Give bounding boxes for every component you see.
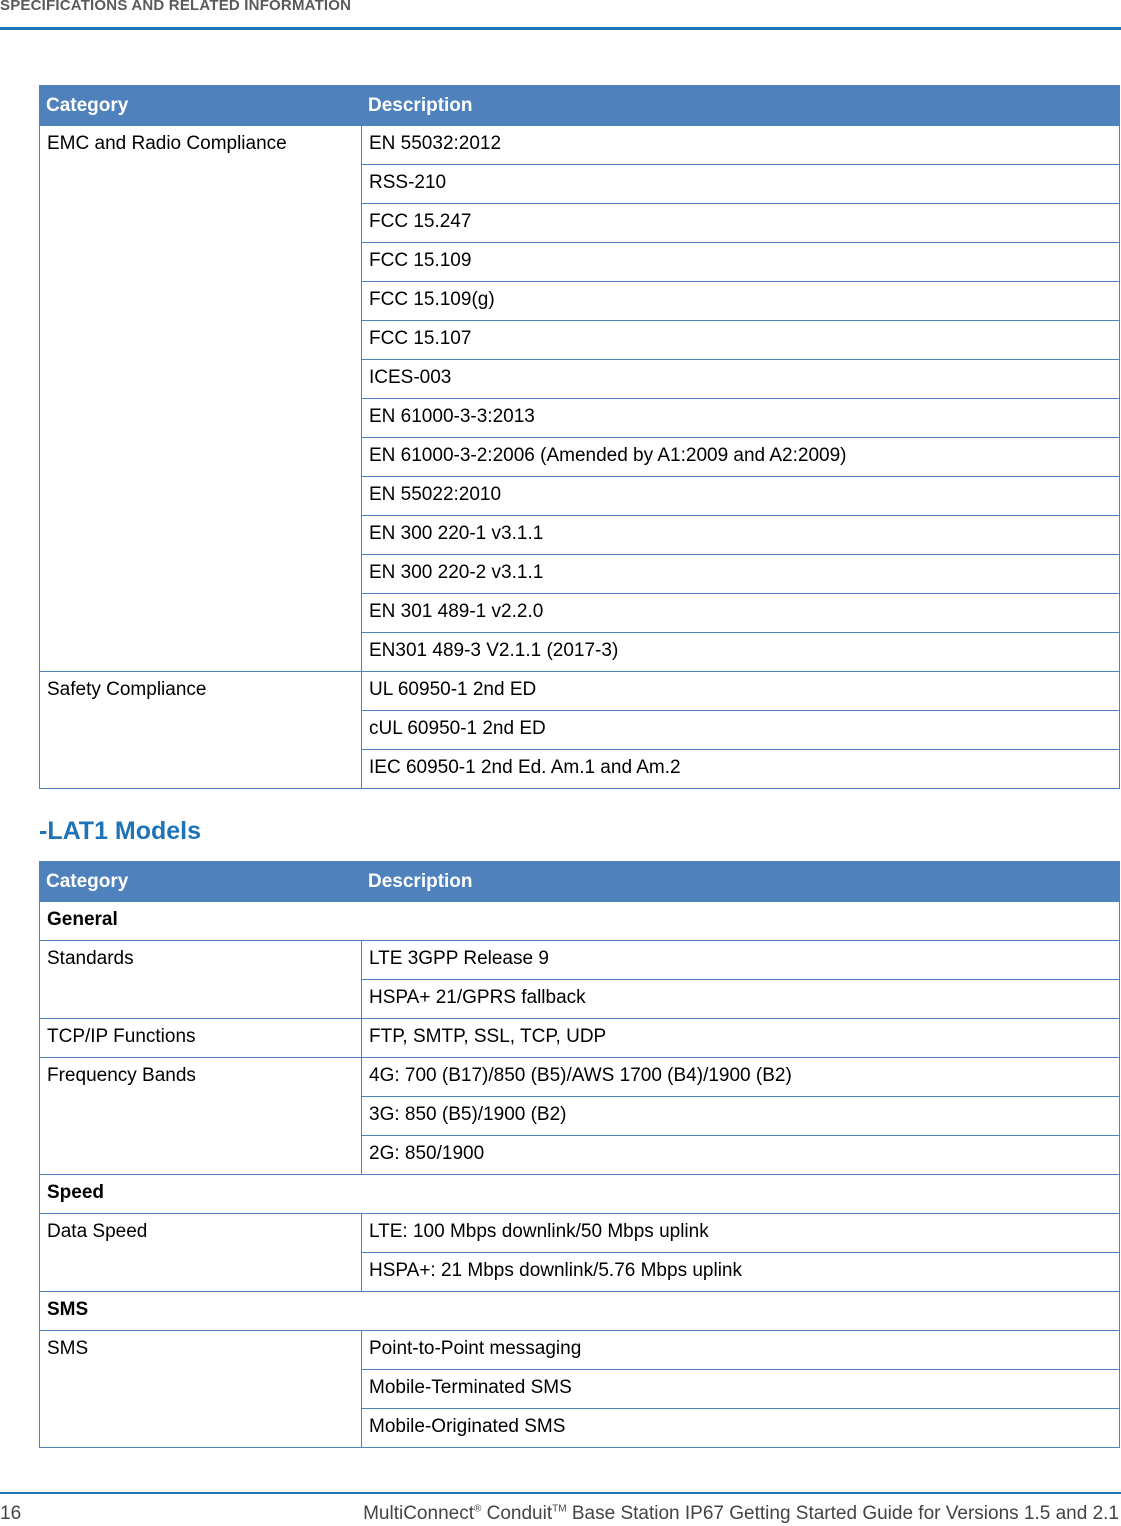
running-header: SPECIFICATIONS AND RELATED INFORMATION — [0, 0, 352, 14]
section-row — [40, 1175, 1120, 1214]
column-header-category: Category — [40, 86, 362, 126]
section-row — [40, 1292, 1120, 1331]
description-cell: EN 55032:2012 — [362, 126, 1120, 165]
trademark-mark: TM — [552, 1503, 567, 1515]
description-cell: Mobile-Terminated SMS — [362, 1370, 1120, 1409]
description-cell: LTE 3GPP Release 9 — [362, 941, 1120, 980]
footer-title-part3: Base Station IP67 Getting Started Guide for Versions 1.5 and 2.1 — [566, 1503, 1119, 1524]
description-cell: FCC 15.109(g) — [362, 282, 1120, 321]
description-cell: EN 61000-3-3:2013 — [362, 399, 1120, 438]
description-cell: FCC 15.107 — [362, 321, 1120, 360]
category-cell: Frequency Bands — [40, 1058, 362, 1175]
category-cell: Data Speed — [40, 1214, 362, 1292]
description-cell: LTE: 100 Mbps downlink/50 Mbps uplink — [362, 1214, 1120, 1253]
category-cell: Standards — [40, 941, 362, 1019]
description-cell: FCC 15.247 — [362, 204, 1120, 243]
description-cell: RSS-210 — [362, 165, 1120, 204]
table-row — [40, 941, 1120, 980]
section-title: General — [40, 902, 1120, 941]
description-cell: HSPA+: 21 Mbps downlink/5.76 Mbps uplink — [362, 1253, 1120, 1292]
footer-document-title — [363, 1503, 1119, 1525]
footer-rule — [0, 1492, 1121, 1494]
header-rule — [0, 27, 1121, 30]
table-row — [40, 1214, 1120, 1253]
column-header-category: Category — [40, 862, 362, 902]
category-cell: Safety Compliance — [40, 672, 362, 789]
description-cell: 2G: 850/1900 — [362, 1136, 1120, 1175]
description-cell: 4G: 700 (B17)/850 (B5)/AWS 1700 (B4)/1900 (B2) — [362, 1058, 1120, 1097]
table-header-row — [40, 862, 1120, 902]
footer-title-part2: Conduit — [481, 1503, 553, 1524]
section-row — [40, 902, 1120, 941]
description-cell: ICES-003 — [362, 360, 1120, 399]
table-header-row — [40, 86, 1120, 126]
description-cell: EN 300 220-2 v3.1.1 — [362, 555, 1120, 594]
table-row — [40, 1019, 1120, 1058]
table-row — [40, 1331, 1120, 1370]
description-cell: HSPA+ 21/GPRS fallback — [362, 980, 1120, 1019]
description-cell: Mobile-Originated SMS — [362, 1409, 1120, 1448]
description-cell: 3G: 850 (B5)/1900 (B2) — [362, 1097, 1120, 1136]
page-number: 16 — [0, 1503, 22, 1524]
description-cell: IEC 60950-1 2nd Ed. Am.1 and Am.2 — [362, 750, 1120, 789]
column-header-description: Description — [362, 862, 1120, 902]
lat1-models-table — [39, 861, 1120, 1448]
description-cell: EN 301 489-1 v2.2.0 — [362, 594, 1120, 633]
description-cell: FCC 15.109 — [362, 243, 1120, 282]
table-row — [40, 1058, 1120, 1097]
table-row — [40, 126, 1120, 165]
section-title: Speed — [40, 1175, 1120, 1214]
column-header-description: Description — [362, 86, 1120, 126]
description-cell: FTP, SMTP, SSL, TCP, UDP — [362, 1019, 1120, 1058]
description-cell: cUL 60950-1 2nd ED — [362, 711, 1120, 750]
section-heading: -LAT1 Models — [39, 817, 202, 845]
description-cell: EN 61000-3-2:2006 (Amended by A1:2009 and A2:2009) — [362, 438, 1120, 477]
description-cell: EN 300 220-1 v3.1.1 — [362, 516, 1120, 555]
registered-mark: ® — [473, 1503, 482, 1515]
table-row — [40, 672, 1120, 711]
category-cell: SMS — [40, 1331, 362, 1448]
footer-title-part1: MultiConnect — [363, 1503, 474, 1524]
category-cell: TCP/IP Functions — [40, 1019, 362, 1058]
description-cell: EN301 489-3 V2.1.1 (2017-3) — [362, 633, 1120, 672]
section-title: SMS — [40, 1292, 1120, 1331]
category-cell: EMC and Radio Compliance — [40, 126, 362, 672]
compliance-table — [39, 85, 1120, 789]
description-cell: Point-to-Point messaging — [362, 1331, 1120, 1370]
description-cell: UL 60950-1 2nd ED — [362, 672, 1120, 711]
description-cell: EN 55022:2010 — [362, 477, 1120, 516]
